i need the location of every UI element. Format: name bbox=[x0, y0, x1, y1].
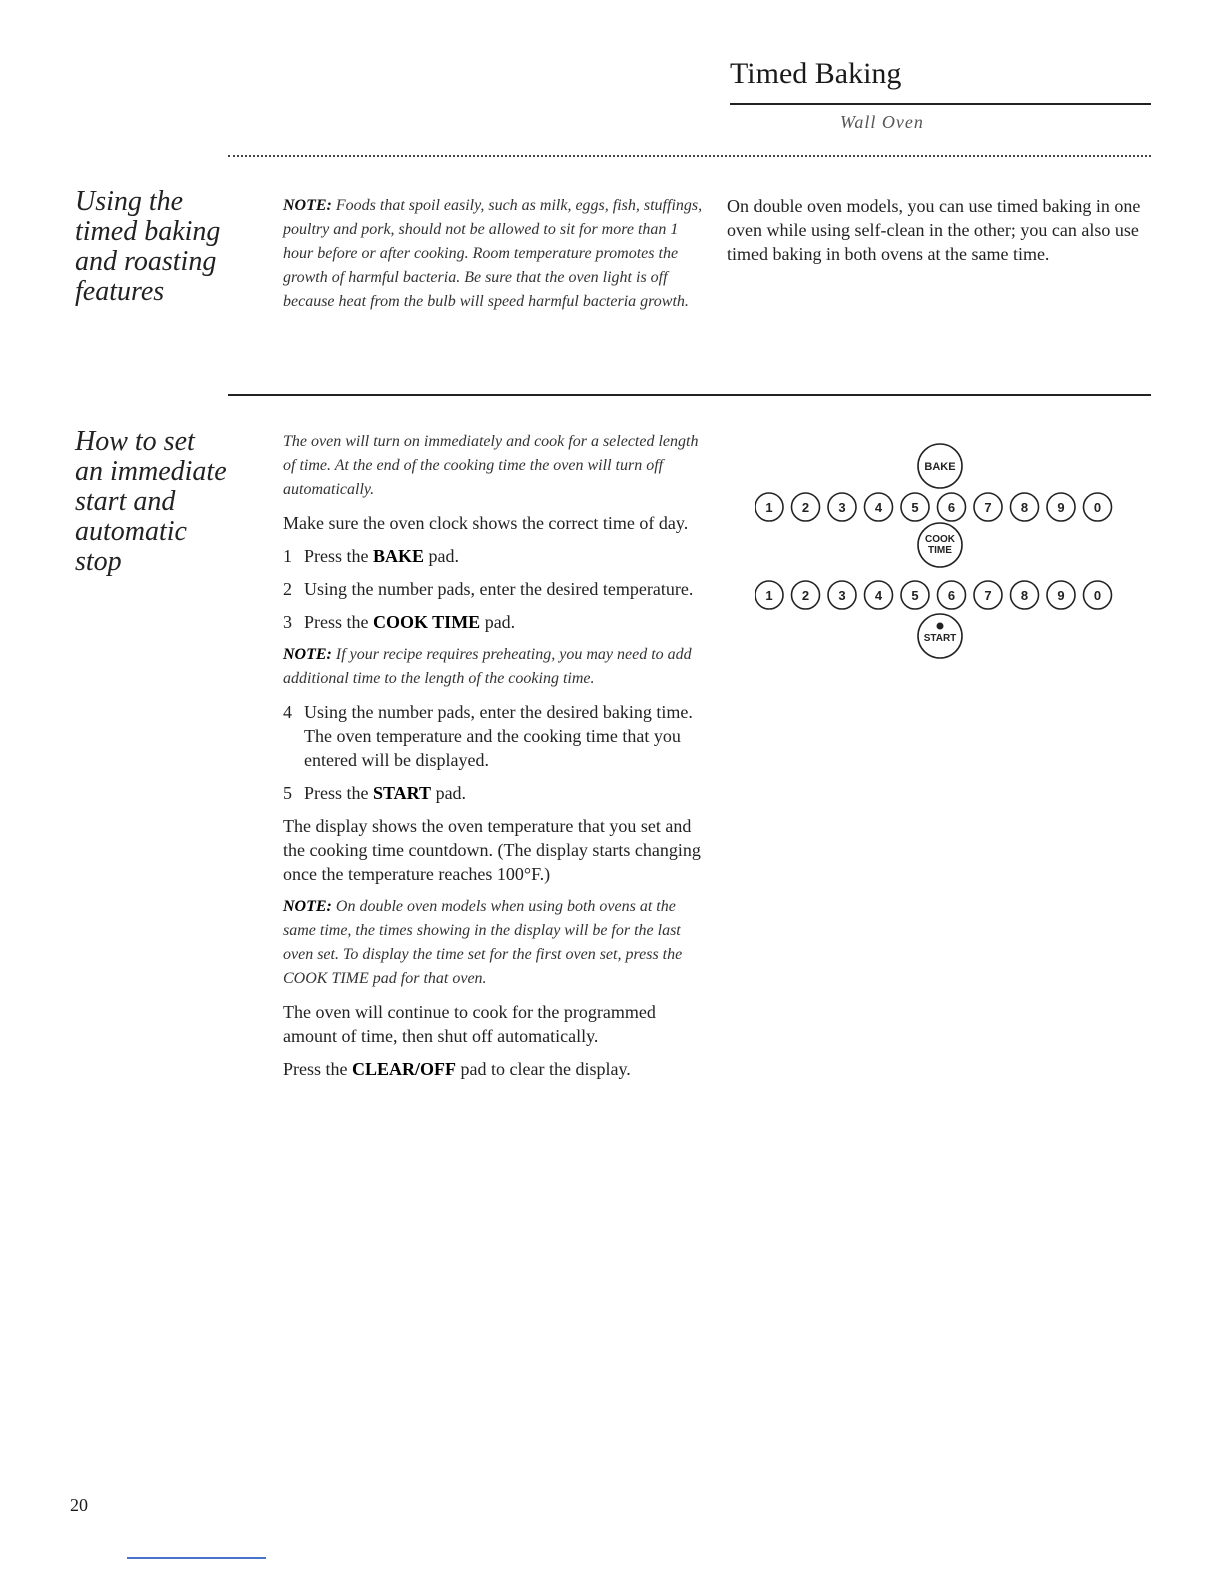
footer-line bbox=[127, 1557, 266, 1559]
bake-key bbox=[918, 444, 962, 488]
number-key-3 bbox=[828, 581, 856, 609]
step-5 bbox=[283, 781, 703, 805]
start-key bbox=[918, 614, 962, 658]
number-key-label: 6 bbox=[947, 588, 956, 603]
heading-line: start and bbox=[75, 486, 176, 517]
double-oven-note bbox=[283, 895, 703, 991]
number-key-9 bbox=[1047, 493, 1075, 521]
number-key-5 bbox=[901, 493, 929, 521]
section1-heading bbox=[75, 187, 235, 307]
bake-pad-label: BAKE bbox=[373, 546, 425, 566]
number-key-7 bbox=[974, 581, 1002, 609]
continue-info: The oven will continue to cook for the programmed amount of time, then shut off automatically. bbox=[283, 1002, 656, 1046]
step-number: 4 bbox=[283, 702, 292, 722]
section2-heading bbox=[75, 427, 250, 577]
number-key-label: 3 bbox=[838, 500, 846, 515]
step-text: pad. bbox=[480, 612, 516, 632]
step-text: Press the bbox=[304, 546, 373, 566]
number-key-label: 2 bbox=[801, 500, 810, 515]
step-text: Using the number pads, enter the desired baking time. The oven temperature and the cooking time that you entered will be displayed. bbox=[304, 702, 693, 770]
note-label: NOTE: bbox=[283, 898, 332, 915]
start-pad-label: START bbox=[373, 783, 432, 803]
step-number: 2 bbox=[283, 579, 292, 599]
number-key-9 bbox=[1047, 581, 1075, 609]
heading-line: an immediate bbox=[75, 456, 227, 487]
note-text: Foods that spoil easily, such as milk, eggs, fish, stuffings, poultry and pork, should not be allowed to sit for more than 1 hour before or after cooking. Room temperature promotes the growth of harmful bacteria. Be sure that the oven light is off because heat from the bulb will speed harmful bacteria growth. bbox=[283, 197, 703, 310]
heading-line: automatic bbox=[75, 516, 187, 547]
header-divider bbox=[228, 155, 1151, 157]
note-text: On double oven models when using both ovens at the same time, the times showing in the display will be for the last oven set. To display the time set for the first oven set, press the COOK TIME pad for that oven. bbox=[283, 898, 683, 987]
heading-line: Using the bbox=[75, 186, 184, 217]
number-key-label: 4 bbox=[874, 588, 883, 603]
number-key-5 bbox=[901, 581, 929, 609]
number-key-6 bbox=[938, 581, 966, 609]
step-number: 5 bbox=[283, 783, 292, 803]
number-key-label: 4 bbox=[874, 500, 883, 515]
number-key-2 bbox=[792, 493, 820, 521]
number-key-0 bbox=[1084, 493, 1112, 521]
page-subtitle: Wall Oven bbox=[840, 112, 924, 132]
clear-instruction bbox=[283, 1057, 703, 1081]
number-key-7 bbox=[974, 493, 1002, 521]
number-key-8 bbox=[1011, 493, 1039, 521]
step-text: Press the bbox=[304, 783, 373, 803]
number-key-label: 5 bbox=[911, 588, 919, 603]
number-key-label: 0 bbox=[1093, 500, 1102, 515]
number-key-1 bbox=[755, 581, 783, 609]
number-key-6 bbox=[938, 493, 966, 521]
start-key-label: START bbox=[923, 633, 957, 644]
intro-note: The oven will turn on immediately and cook for a selected length of time. At the end of the cooking time the oven will turn off automatically. bbox=[283, 433, 699, 498]
food-safety-note bbox=[283, 194, 703, 314]
number-pad-row-1 bbox=[755, 493, 1112, 521]
step-text: Using the number pads, enter the desired temperature. bbox=[304, 579, 694, 599]
page-number: 20 bbox=[70, 1495, 88, 1515]
step-text: pad. bbox=[424, 546, 460, 566]
heading-line: features bbox=[75, 276, 165, 307]
display-info: The display shows the oven temperature that you set and the cooking time countdown. (The display starts changing once the temperature reaches 100°F.) bbox=[283, 816, 701, 884]
number-key-label: 3 bbox=[838, 588, 846, 603]
number-key-label: 6 bbox=[947, 500, 956, 515]
heading-line: and roasting bbox=[75, 246, 217, 277]
step-text: pad. bbox=[431, 783, 467, 803]
number-key-label: 1 bbox=[765, 500, 773, 515]
heading-line: How to set bbox=[75, 426, 195, 457]
number-key-label: 2 bbox=[801, 588, 810, 603]
double-oven-info: On double oven models, you can use timed baking in one oven while using self-clean in the other; you can also use timed baking in both ovens at the same time. bbox=[727, 196, 1141, 264]
number-key-label: 1 bbox=[765, 588, 773, 603]
number-key-label: 8 bbox=[1020, 588, 1029, 603]
number-key-1 bbox=[755, 493, 783, 521]
number-key-8 bbox=[1011, 581, 1039, 609]
number-key-label: 7 bbox=[984, 588, 992, 603]
heading-line: timed baking bbox=[75, 216, 221, 247]
number-key-label: 5 bbox=[911, 500, 919, 515]
step-number: 1 bbox=[283, 546, 292, 566]
bake-key-label: BAKE bbox=[924, 461, 956, 473]
number-key-4 bbox=[865, 581, 893, 609]
number-key-3 bbox=[828, 493, 856, 521]
instructions-column bbox=[283, 430, 703, 1090]
number-key-0 bbox=[1084, 581, 1112, 609]
number-key-4 bbox=[865, 493, 893, 521]
number-key-label: 8 bbox=[1020, 500, 1029, 515]
note-label: NOTE: bbox=[283, 646, 332, 663]
keypad-illustration bbox=[755, 438, 1115, 668]
start-dot-icon bbox=[937, 623, 944, 630]
note-text: If your recipe requires preheating, you may need to add additional time to the length of the cooking time. bbox=[283, 646, 692, 687]
cook-time-key-label: COOK bbox=[925, 534, 955, 545]
clear-text: pad to clear the display. bbox=[456, 1059, 631, 1079]
title-rule bbox=[730, 103, 1151, 105]
clear-off-pad-label: CLEAR/OFF bbox=[352, 1059, 457, 1079]
clock-instruction: Make sure the oven clock shows the correct time of day. bbox=[283, 513, 689, 533]
step-number: 3 bbox=[283, 612, 292, 632]
number-pad-row-2 bbox=[755, 581, 1112, 609]
step-text: Press the bbox=[304, 612, 373, 632]
cook-time-pad-label: COOK TIME bbox=[373, 612, 481, 632]
step-4 bbox=[283, 700, 703, 772]
number-key-2 bbox=[792, 581, 820, 609]
number-key-label: 9 bbox=[1057, 588, 1065, 603]
step-2 bbox=[283, 577, 703, 601]
section-divider bbox=[228, 394, 1151, 396]
preheat-note bbox=[283, 643, 703, 691]
number-key-label: 0 bbox=[1093, 588, 1102, 603]
clear-text: Press the bbox=[283, 1059, 352, 1079]
step-3 bbox=[283, 610, 703, 634]
page-title: Timed Baking bbox=[730, 57, 902, 90]
heading-line: stop bbox=[75, 546, 122, 577]
step-1 bbox=[283, 544, 703, 568]
number-key-label: 9 bbox=[1057, 500, 1065, 515]
cook-time-key-label: TIME bbox=[928, 545, 952, 556]
number-key-label: 7 bbox=[984, 500, 992, 515]
note-label: NOTE: bbox=[283, 197, 332, 214]
cook-time-key bbox=[918, 523, 962, 567]
